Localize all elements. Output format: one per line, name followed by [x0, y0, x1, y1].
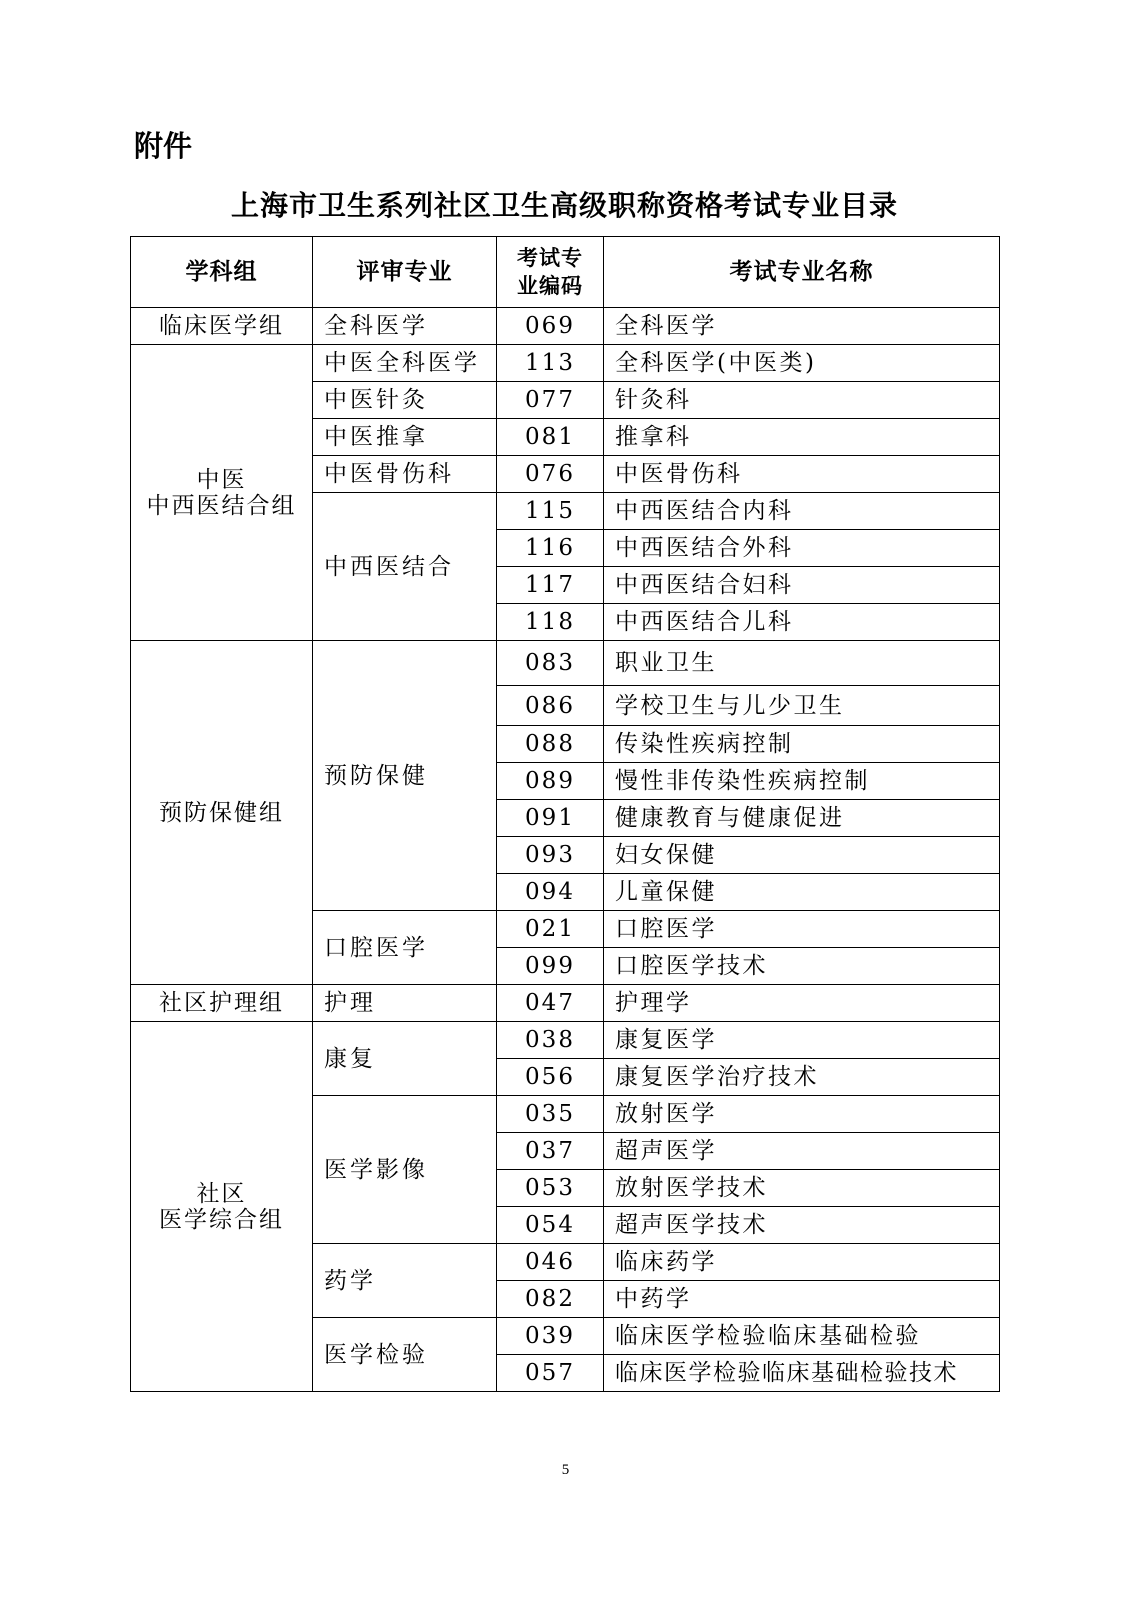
code-cell: 082 [497, 1281, 604, 1318]
group-prevention: 预防保健组 [131, 641, 313, 985]
name-cell: 职业卫生 [604, 641, 1000, 686]
name-cell: 针灸科 [604, 382, 1000, 419]
review-prevention: 预防保健 [313, 641, 497, 911]
review-general: 全科医学 [313, 308, 497, 345]
header-code-line2: 业编码 [517, 274, 583, 298]
review-pharmacy: 药学 [313, 1244, 497, 1318]
name-cell: 超声医学技术 [604, 1207, 1000, 1244]
name-cell: 慢性非传染性疾病控制 [604, 763, 1000, 800]
name-cell: 护理学 [604, 985, 1000, 1022]
code-cell: 118 [497, 604, 604, 641]
name-cell: 中医骨伤科 [604, 456, 1000, 493]
code-cell: 116 [497, 530, 604, 567]
review-rehab: 康复 [313, 1022, 497, 1096]
attachment-label: 附件 [134, 129, 193, 163]
header-review: 评审专业 [313, 237, 497, 308]
name-cell: 口腔医学技术 [604, 948, 1000, 985]
code-cell: 089 [497, 763, 604, 800]
name-cell: 健康教育与健康促进 [604, 800, 1000, 837]
review-integrated: 中西医结合 [313, 493, 497, 641]
review-orthopedics: 中医骨伤科 [313, 456, 497, 493]
name-cell: 临床药学 [604, 1244, 1000, 1281]
table-row [131, 308, 1000, 345]
name-cell: 临床医学检验临床基础检验技术 [604, 1355, 1000, 1392]
table-row [131, 985, 1000, 1022]
name-cell: 中药学 [604, 1281, 1000, 1318]
table-row [131, 1022, 1000, 1059]
code-cell: 094 [497, 874, 604, 911]
code-cell: 113 [497, 345, 604, 382]
code-cell: 077 [497, 382, 604, 419]
code-cell: 039 [497, 1318, 604, 1355]
table-row [131, 345, 1000, 382]
code-cell: 046 [497, 1244, 604, 1281]
group-comp-line1: 社区 [196, 1180, 247, 1207]
code-cell: 057 [497, 1355, 604, 1392]
code-cell: 056 [497, 1059, 604, 1096]
review-acupuncture: 中医针灸 [313, 382, 497, 419]
header-group: 学科组 [131, 237, 313, 308]
exam-specialty-table [130, 236, 1000, 1392]
group-comp-line2: 医学综合组 [159, 1206, 284, 1233]
page-number: 5 [561, 1462, 570, 1478]
header-code [497, 237, 604, 308]
group-comprehensive [131, 1022, 313, 1392]
review-stomatology: 口腔医学 [313, 911, 497, 985]
code-cell: 069 [497, 308, 604, 345]
code-cell: 054 [497, 1207, 604, 1244]
code-cell: 088 [497, 726, 604, 763]
code-cell: 115 [497, 493, 604, 530]
review-imaging: 医学影像 [313, 1096, 497, 1244]
group-nursing: 社区护理组 [131, 985, 313, 1022]
review-tcm-general: 中医全科医学 [313, 345, 497, 382]
name-cell: 康复医学治疗技术 [604, 1059, 1000, 1096]
name-cell: 康复医学 [604, 1022, 1000, 1059]
header-code-line1: 考试专 [517, 246, 583, 270]
code-cell: 093 [497, 837, 604, 874]
review-nursing: 护理 [313, 985, 497, 1022]
code-cell: 021 [497, 911, 604, 948]
name-cell: 传染性疾病控制 [604, 726, 1000, 763]
name-cell: 中西医结合妇科 [604, 567, 1000, 604]
code-cell: 053 [497, 1170, 604, 1207]
code-cell: 038 [497, 1022, 604, 1059]
code-cell: 037 [497, 1133, 604, 1170]
group-tcm [131, 345, 313, 641]
name-cell: 推拿科 [604, 419, 1000, 456]
code-cell: 099 [497, 948, 604, 985]
table-row [131, 641, 1000, 686]
code-cell: 035 [497, 1096, 604, 1133]
code-cell: 083 [497, 641, 604, 686]
code-cell: 076 [497, 456, 604, 493]
name-cell: 放射医学技术 [604, 1170, 1000, 1207]
code-cell: 086 [497, 686, 604, 726]
code-cell: 081 [497, 419, 604, 456]
name-cell: 妇女保健 [604, 837, 1000, 874]
name-cell: 放射医学 [604, 1096, 1000, 1133]
name-cell: 全科医学(中医类) [604, 345, 1000, 382]
name-cell: 中西医结合外科 [604, 530, 1000, 567]
code-cell: 047 [497, 985, 604, 1022]
name-cell: 超声医学 [604, 1133, 1000, 1170]
header-name: 考试专业名称 [604, 237, 1000, 308]
name-cell: 学校卫生与儿少卫生 [604, 686, 1000, 726]
group-tcm-line1: 中医 [196, 466, 247, 493]
review-tuina: 中医推拿 [313, 419, 497, 456]
review-lab: 医学检验 [313, 1318, 497, 1392]
name-cell: 口腔医学 [604, 911, 1000, 948]
code-cell: 091 [497, 800, 604, 837]
name-cell: 全科医学 [604, 308, 1000, 345]
name-cell: 儿童保健 [604, 874, 1000, 911]
table-header-row [131, 237, 1000, 308]
name-cell: 中西医结合儿科 [604, 604, 1000, 641]
code-cell: 117 [497, 567, 604, 604]
name-cell: 中西医结合内科 [604, 493, 1000, 530]
name-cell: 临床医学检验临床基础检验 [604, 1318, 1000, 1355]
page-title: 上海市卫生系列社区卫生高级职称资格考试专业目录 [230, 189, 898, 222]
group-tcm-line2: 中西医结合组 [146, 492, 297, 519]
group-clinical: 临床医学组 [131, 308, 313, 345]
